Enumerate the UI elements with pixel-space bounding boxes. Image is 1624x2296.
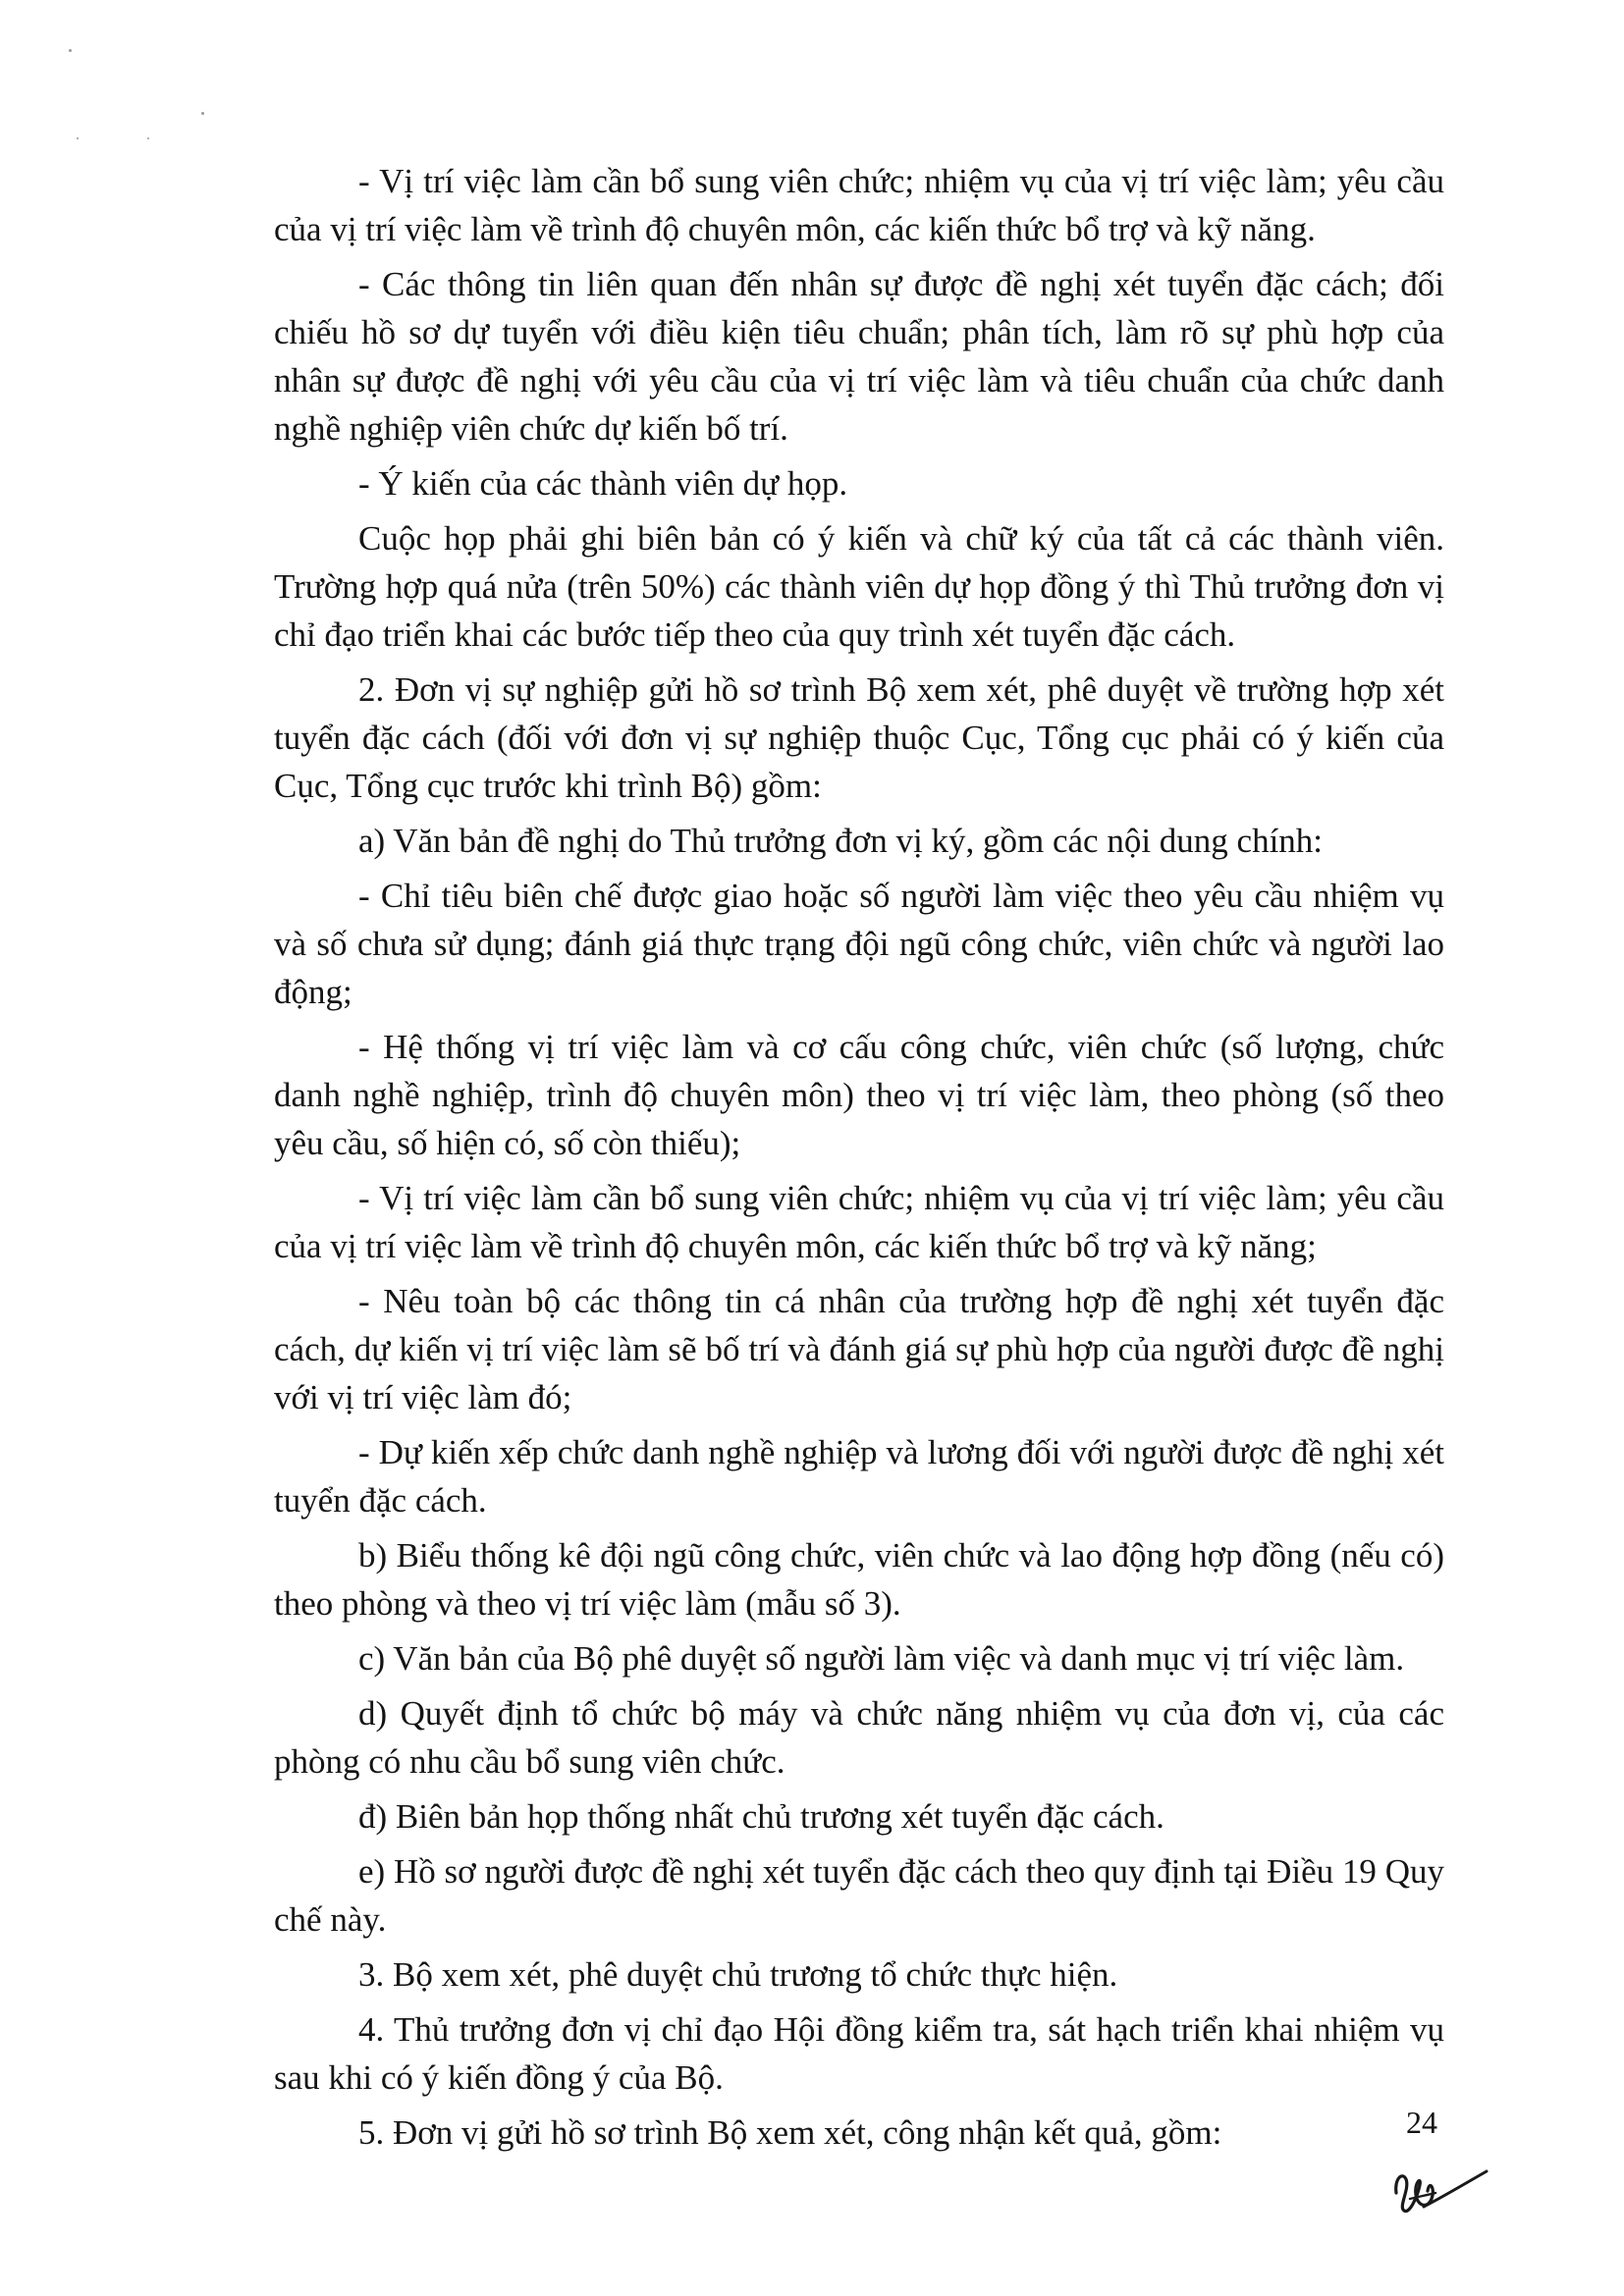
paragraph: d) Quyết định tổ chức bộ máy và chức năng nhiệm vụ của đơn vị, của các phòng có nhu cầu bổ sung viên chức. bbox=[274, 1694, 1444, 1781]
paragraph: - Vị trí việc làm cần bổ sung viên chức; nhiệm vụ của vị trí việc làm; yêu cầu của vị trí việc làm về trình độ chuyên môn, các kiến thức bổ trợ và kỹ năng; bbox=[274, 1179, 1444, 1265]
paragraph: - Chỉ tiêu biên chế được giao hoặc số người làm việc theo yêu cầu nhiệm vụ và số chưa sử dụng; đánh giá thực trạng đội ngũ công chức, viên chức và người lao động; bbox=[274, 877, 1444, 1011]
scan-speck bbox=[69, 49, 72, 52]
page-number: 24 bbox=[1406, 2105, 1437, 2140]
paragraph: a) Văn bản đề nghị do Thủ trưởng đơn vị ký, gồm các nội dung chính: bbox=[358, 822, 1324, 860]
document-body bbox=[274, 157, 1444, 2163]
paragraph: đ) Biên bản họp thống nhất chủ trương xét tuyển đặc cách. bbox=[358, 1797, 1164, 1836]
signature-icon bbox=[1384, 2150, 1492, 2228]
scan-speck bbox=[147, 137, 149, 139]
paragraph: 3. Bộ xem xét, phê duyệt chủ trương tổ chức thực hiện. bbox=[358, 1955, 1118, 1994]
paragraph: Cuộc họp phải ghi biên bản có ý kiến và chữ ký của tất cả các thành viên. Trường hợp quá nửa (trên 50%) các thành viên dự họp đồng ý thì Thủ trưởng đơn vị chỉ đạo triển khai các bước tiếp theo của quy trình xét tuyển đặc cách. bbox=[274, 519, 1444, 654]
paragraph: e) Hồ sơ người được đề nghị xét tuyển đặc cách theo quy định tại Điều 19 Quy chế này. bbox=[274, 1852, 1444, 1939]
paragraph: - Dự kiến xếp chức danh nghề nghiệp và lương đối với người được đề nghị xét tuyển đặc cách. bbox=[274, 1433, 1444, 1520]
paragraph: 5. Đơn vị gửi hồ sơ trình Bộ xem xét, công nhận kết quả, gồm: bbox=[358, 2113, 1222, 2152]
paragraph: 4. Thủ trưởng đơn vị chỉ đạo Hội đồng kiểm tra, sát hạch triển khai nhiệm vụ sau khi có ý kiến đồng ý của Bộ. bbox=[274, 2010, 1444, 2097]
paragraph: - Vị trí việc làm cần bổ sung viên chức; nhiệm vụ của vị trí việc làm; yêu cầu của vị trí việc làm về trình độ chuyên môn, các kiến thức bổ trợ và kỹ năng. bbox=[274, 162, 1444, 248]
paragraph: - Các thông tin liên quan đến nhân sự được đề nghị xét tuyển đặc cách; đối chiếu hồ sơ dự tuyển với điều kiện tiêu chuẩn; phân tích, làm rõ sự phù hợp của nhân sự được đề nghị với yêu cầu của vị trí việc làm và tiêu chuẩn của chức danh nghề nghiệp viên chức dự kiến bố trí. bbox=[274, 265, 1444, 448]
paragraph: 2. Đơn vị sự nghiệp gửi hồ sơ trình Bộ xem xét, phê duyệt về trường hợp xét tuyển đặc cách (đối với đơn vị sự nghiệp thuộc Cục, Tổng cục phải có ý kiến của Cục, Tổng cục trước khi trình Bộ) gồm: bbox=[274, 670, 1444, 805]
scan-speck bbox=[77, 137, 79, 139]
paragraph: c) Văn bản của Bộ phê duyệt số người làm việc và danh mục vị trí việc làm. bbox=[358, 1639, 1405, 1678]
paragraph: - Ý kiến của các thành viên dự họp. bbox=[358, 464, 848, 503]
paragraph: - Hệ thống vị trí việc làm và cơ cấu công chức, viên chức (số lượng, chức danh nghề nghiệp, trình độ chuyên môn) theo vị trí việc làm, theo phòng (số theo yêu cầu, số hiện có, số còn thiếu); bbox=[274, 1028, 1444, 1162]
paragraph: b) Biểu thống kê đội ngũ công chức, viên chức và lao động hợp đồng (nếu có) theo phòng và theo vị trí việc làm (mẫu số 3). bbox=[274, 1536, 1444, 1623]
scan-speck bbox=[201, 112, 204, 115]
paragraph: - Nêu toàn bộ các thông tin cá nhân của trường hợp đề nghị xét tuyển đặc cách, dự kiến vị trí việc làm sẽ bố trí và đánh giá sự phù hợp của người được đề nghị với vị trí việc làm đó; bbox=[274, 1282, 1444, 1416]
